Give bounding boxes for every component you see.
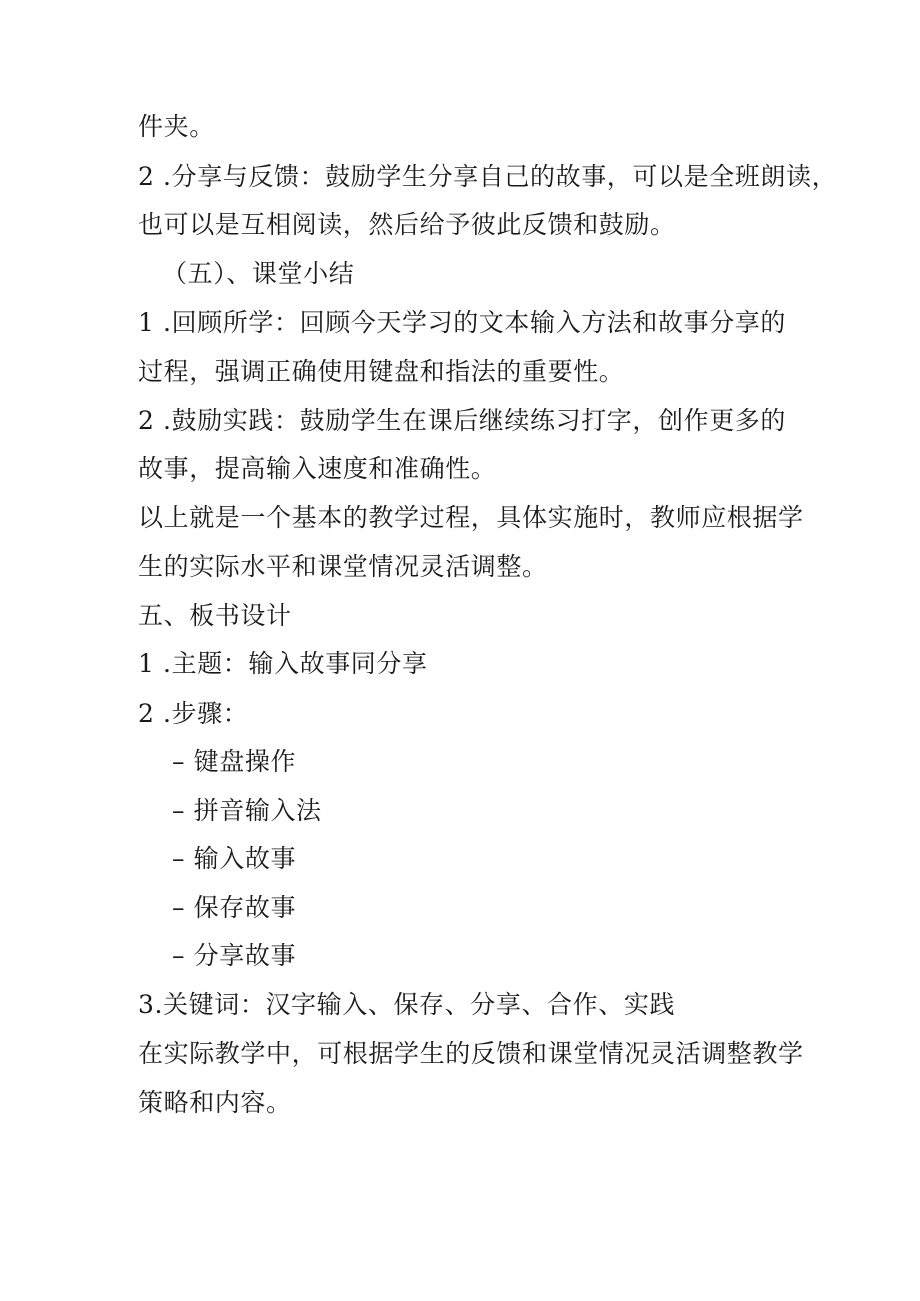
item-steps: 2 .步骤： bbox=[138, 699, 249, 728]
item-practice-cont: 故事，提高输入速度和准确性。 bbox=[138, 454, 497, 483]
paragraph-closing: 在实际教学中，可根据学生的反馈和课堂情况灵活调整教学 bbox=[138, 1039, 804, 1068]
step-pinyin: – 拼音输入法 bbox=[172, 796, 322, 825]
item-theme: 1 .主题：输入故事同分享 bbox=[138, 649, 428, 678]
item-keywords: 3.关键词：汉字输入、保存、分享、合作、实践 bbox=[138, 990, 676, 1019]
paragraph-conclusion: 以上就是一个基本的教学过程，具体实施时，教师应根据学 bbox=[138, 503, 804, 532]
step-share-story: – 分享故事 bbox=[172, 941, 297, 970]
item-review: 1 .回顾所学：回顾今天学习的文本输入方法和故事分享的 bbox=[138, 308, 787, 337]
item-share-feedback-cont: 也可以是互相阅读，然后给予彼此反馈和鼓励。 bbox=[138, 210, 676, 239]
step-input-story: – 输入故事 bbox=[172, 844, 297, 873]
paragraph-closing-cont: 策略和内容。 bbox=[138, 1088, 292, 1117]
step-save-story: – 保存故事 bbox=[172, 893, 297, 922]
item-share-feedback: 2 .分享与反馈：鼓励学生分享自己的故事，可以是全班朗读， bbox=[138, 162, 838, 191]
section-heading-board-design: 五、板书设计 bbox=[138, 601, 292, 630]
paragraph-conclusion-cont: 生的实际水平和课堂情况灵活调整。 bbox=[138, 552, 548, 581]
item-practice: 2 .鼓励实践：鼓励学生在课后继续练习打字，创作更多的 bbox=[138, 406, 787, 435]
text-line-continuation: 件夹。 bbox=[138, 112, 215, 141]
step-keyboard: – 键盘操作 bbox=[172, 747, 297, 776]
section-heading-summary: （五）、课堂小结 bbox=[162, 259, 355, 288]
item-review-cont: 过程，强调正确使用键盘和指法的重要性。 bbox=[138, 357, 625, 386]
